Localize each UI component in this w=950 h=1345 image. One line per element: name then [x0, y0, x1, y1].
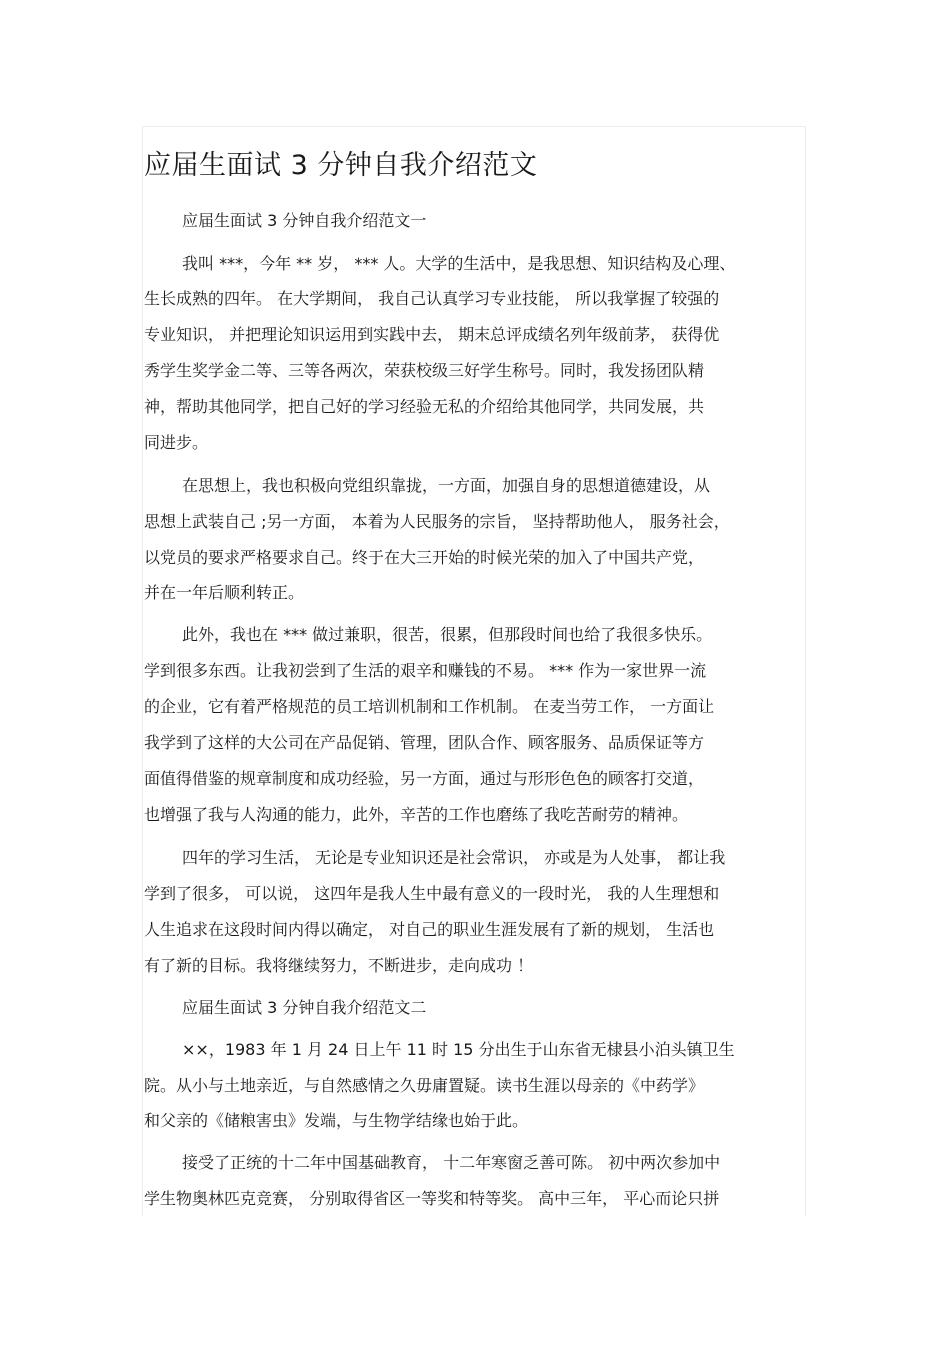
paragraph-line: 也增强了我与人沟通的能力，此外，辛苦的工作也磨练了我吃苦耐劳的精神。 — [144, 805, 689, 824]
paragraph-line: 人生追求在这段时间内得以确定， 对自己的职业生涯发展有了新的规划， 生活也 — [144, 920, 715, 939]
paragraph-line: 四年的学习生活， 无论是专业知识还是社会常识， 亦或是为人处事， 都让我 — [182, 848, 726, 867]
paragraph-line: 学生物奥林匹克竞赛， 分别取得省区一等奖和特等奖。 高中三年， 平心而论只拼 — [144, 1189, 720, 1208]
paragraph-line: 同进步。 — [144, 433, 209, 452]
paragraph-line: 专业知识， 并把理论知识运用到实践中去， 期末总评成绩名列年级前茅， 获得优 — [144, 325, 720, 344]
paragraph-line: 和父亲的《储粮害虫》发端，与生物学结缘也始于此。 — [144, 1111, 529, 1130]
paragraph-line: 生长成熟的四年。 在大学期间， 我自己认真学习专业技能， 所以我掌握了较强的 — [144, 289, 720, 308]
paragraph-line: 秀学生奖学金二等、三等各两次，荣获校级三好学生称号。同时，我发扬团队精 — [144, 361, 705, 380]
paragraph-line: 院。从小与土地亲近，与自然感情之久毋庸置疑。读书生涯以母亲的《中药学》 — [144, 1076, 705, 1095]
paragraph-line: 在思想上，我也积极向党组织靠拢，一方面，加强自身的思想道德建设，从 — [182, 476, 711, 495]
paragraph-line: 的企业，它有着严格规范的员工培训机制和工作机制。 在麦当劳工作， 一方面让 — [144, 697, 715, 716]
paragraph-line: 我叫 ***，今年 ** 岁， *** 人。大学的生活中，是我思想、知识结构及心理、 — [182, 254, 736, 273]
paragraph-line: 面值得借鉴的规章制度和成功经验，另一方面，通过与形形色色的顾客打交道， — [144, 769, 705, 788]
paragraph-line: 学到很多东西。让我初尝到了生活的艰辛和赚钱的不易。 *** 作为一家世界一流 — [144, 661, 707, 680]
paragraph-line: ××，1983 年 1 月 24 日上午 11 时 15 分出生于山东省无棣县小泊头镇卫生 — [182, 1040, 735, 1059]
paragraph-line: 此外，我也在 *** 做过兼职，很苦，很累，但那段时间也给了我很多快乐。 — [182, 625, 713, 644]
paragraph-line: 思想上武装自己 ;另一方面， 本着为人民服务的宗旨， 坚持帮助他人， 服务社会， — [144, 512, 730, 531]
paragraph-line: 接受了正统的十二年中国基础教育， 十二年寒窗乏善可陈。 初中两次参加中 — [182, 1153, 721, 1172]
paragraph-line: 我学到了这样的大公司在产品促销、管理，团队合作、顾客服务、品质保证等方 — [144, 733, 705, 752]
document-title: 应届生面试 3 分钟自我介绍范文 — [144, 150, 538, 181]
section-heading-2: 应届生面试 3 分钟自我介绍范文二 — [182, 998, 427, 1017]
paragraph-line: 神，帮助其他同学，把自己好的学习经验无私的介绍给其他同学，共同发展，共 — [144, 397, 705, 416]
paragraph-line: 学到了很多， 可以说， 这四年是我人生中最有意义的一段时光， 我的人生理想和 — [144, 884, 720, 903]
paragraph-line: 以党员的要求严格要求自己。终于在大三开始的时候光荣的加入了中国共产党， — [144, 548, 705, 567]
paragraph-line: 有了新的目标。我将继续努力，不断进步，走向成功 ！ — [144, 956, 534, 975]
section-heading-1: 应届生面试 3 分钟自我介绍范文一 — [182, 211, 427, 230]
paragraph-line: 并在一年后顺利转正。 — [144, 583, 305, 602]
